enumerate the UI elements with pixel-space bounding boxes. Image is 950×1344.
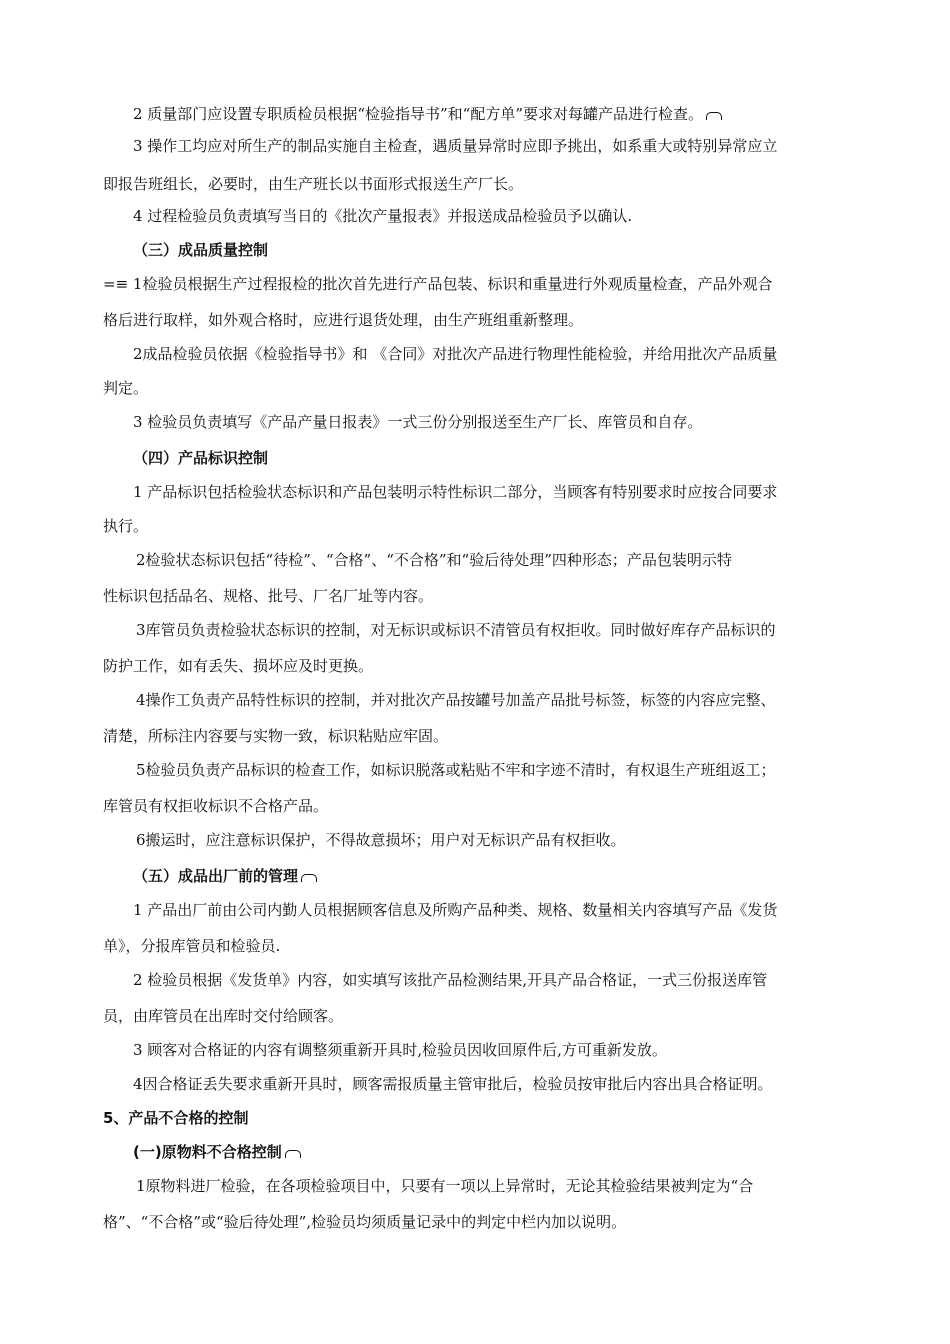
paragraph-line: 4因合格证丢失要求重新开具时，顾客需报质量主管审批后，检验员按审批后内容出具合格证明。 [133,1075,773,1093]
paragraph-line: 3库管员负责检验状态标识的控制，对无标识或标识不清管员有权拒收。同时做好库存产品标识的 [136,621,776,639]
paragraph-line: 4操作工负责产品特性标识的控制，并对批次产品按罐号加盖产品批号标签，标签的内容应完整、 [136,691,776,709]
paragraph-line: 执行。 [103,517,149,535]
paragraph-line: 判定。 [103,379,149,397]
paragraph-line: 单》，分报库管员和检验员. [103,937,281,955]
paragraph-line: 6搬运时，应注意标识保护，不得故意损坏；用户对无标识产品有权拒收。 [136,831,626,849]
section-heading: 5、产品不合格的控制 [103,1109,249,1127]
return-mark-icon [301,874,317,882]
paragraph-line: 1 产品出厂前由公司内勤人员根据顾客信息及所购产品种类、规格、数量相关内容填写产品《发货 [133,901,778,919]
section-heading: （四）产品标识控制 [133,449,269,467]
subsection-heading: (一)原物料不合格控制 [133,1142,301,1162]
paragraph-line: =≡ 1检验员根据生产过程报检的批次首先进行产品包装、标识和重量进行外观质量检查，产品外观合 [103,275,773,293]
paragraph-line: 员，由库管员在出库时交付给顾客。 [103,1007,344,1025]
paragraph-line: 清楚，所标注内容要与实物一致，标识粘贴应牢固。 [103,727,449,745]
paragraph-line: 3 顾客对合格证的内容有调整须重新开具时,检验员因收回原件后,方可重新发放。 [133,1041,667,1059]
paragraph-line: 1 产品标识包括检验状态标识和产品包装明示特性标识二部分，当顾客有特别要求时应按合同要求 [133,483,778,501]
section-heading: （五）成品出厂前的管理 [133,866,317,886]
paragraph-line: 1原物料进厂检验，在各项检验项目中，只要有一项以上异常时，无论其检验结果被判定为“合 [136,1177,754,1195]
paragraph-line: 防护工作，如有丢失、损坏应及时更换。 [103,657,374,675]
paragraph-line: 性标识包括品名、规格、批号、厂名厂址等内容。 [103,587,434,605]
return-mark-icon [706,112,722,120]
paragraph-line: 5检验员负责产品标识的检查工作，如标识脱落或粘贴不牢和字迹不清时，有权退生产班组返工； [136,761,776,779]
paragraph-line: 2 检验员根据《发货单》内容，如实填写该批产品检测结果,开具产品合格证，一式三份报送库管 [133,971,768,989]
section-heading: （三）成品质量控制 [133,241,269,259]
paragraph-line: 2 质量部门应设置专职质检员根据“检验指导书”和“配方单”要求对每罐产品进行检查。 [133,104,722,124]
paragraph-line: 格”、“不合格”或“验后待处理”,检验员均须质量记录中的判定中栏内加以说明。 [103,1213,627,1231]
paragraph-line: 格后进行取样，如外观合格时，应进行退货处理，由生产班组重新整理。 [103,311,584,329]
return-mark-icon [285,1150,301,1158]
paragraph-line: 4 过程检验员负责填写当日的《批次产量报表》并报送成品检验员予以确认. [133,207,633,225]
paragraph-line: 2检验状态标识包括“待检”、“合格”、“不合格”和“验后待处理”四种形态；产品包装明示特 [136,551,732,569]
paragraph-line: 库管员有权拒收标识不合格产品。 [103,797,329,815]
paragraph-line: 3 检验员负责填写《产品产量日报表》一式三份分别报送至生产厂长、库管员和自存。 [133,413,703,431]
paragraph-line: 3 操作工均应对所生产的制品实施自主检查，遇质量异常时应即予挑出，如系重大或特别异常应立 [133,137,778,155]
paragraph-line: 2成品检验员依据《检验指导书》和 《合同》对批次产品进行物理性能检验，并给用批次产品质量 [133,345,778,363]
paragraph-line: 即报告班组长，必要时，由生产班长以书面形式报送生产厂长。 [103,175,524,193]
